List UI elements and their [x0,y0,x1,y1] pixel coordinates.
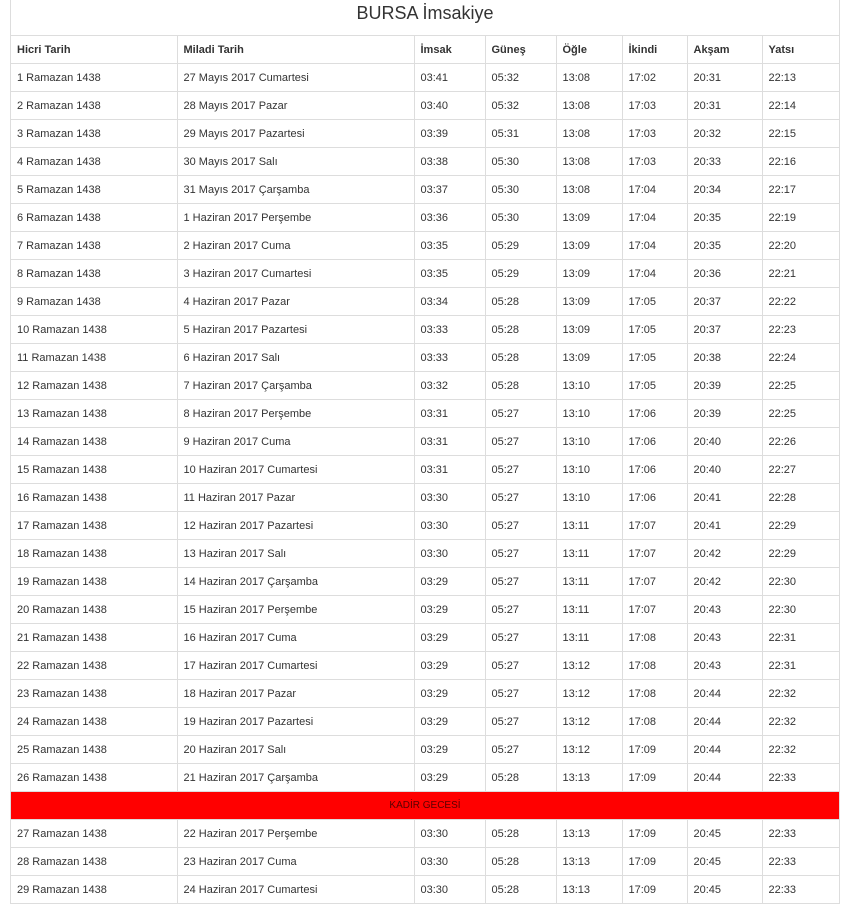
miladi-date: 22 Haziran 2017 Perşembe [177,820,414,848]
ikindi-time: 17:07 [622,540,687,568]
hicri-date: 9 Ramazan 1438 [11,288,177,316]
hicri-date: 17 Ramazan 1438 [11,512,177,540]
table-row [11,708,839,736]
yatsi-time: 22:28 [762,484,839,512]
miladi-date: 6 Haziran 2017 Salı [177,344,414,372]
imsak-time: 03:29 [414,764,485,792]
column-header-gunes: Güneş [485,36,556,64]
hicri-date: 2 Ramazan 1438 [11,92,177,120]
ikindi-time: 17:04 [622,204,687,232]
aksam-time: 20:32 [687,120,762,148]
ikindi-time: 17:09 [622,764,687,792]
hicri-date: 13 Ramazan 1438 [11,400,177,428]
yatsi-time: 22:33 [762,764,839,792]
aksam-time: 20:34 [687,176,762,204]
gunes-time: 05:28 [485,316,556,344]
table-row [11,764,839,792]
yatsi-time: 22:32 [762,708,839,736]
table-row [11,204,839,232]
ogle-time: 13:13 [556,848,622,876]
table-row [11,736,839,764]
ogle-time: 13:09 [556,232,622,260]
ogle-time: 13:11 [556,512,622,540]
miladi-date: 27 Mayıs 2017 Cumartesi [177,64,414,92]
miladi-date: 23 Haziran 2017 Cuma [177,848,414,876]
ogle-time: 13:09 [556,316,622,344]
imsak-time: 03:30 [414,820,485,848]
miladi-date: 24 Haziran 2017 Cumartesi [177,876,414,904]
hicri-date: 8 Ramazan 1438 [11,260,177,288]
miladi-date: 18 Haziran 2017 Pazar [177,680,414,708]
gunes-time: 05:31 [485,120,556,148]
imsakiye-panel [10,0,840,904]
table-row [11,596,839,624]
table-row [11,484,839,512]
imsak-time: 03:30 [414,848,485,876]
hicri-date: 21 Ramazan 1438 [11,624,177,652]
aksam-time: 20:40 [687,428,762,456]
ikindi-time: 17:03 [622,148,687,176]
yatsi-time: 22:30 [762,568,839,596]
gunes-time: 05:27 [485,652,556,680]
table-row [11,540,839,568]
yatsi-time: 22:13 [762,64,839,92]
table-row [11,512,839,540]
column-header-imsak: İmsak [414,36,485,64]
gunes-time: 05:27 [485,680,556,708]
yatsi-time: 22:19 [762,204,839,232]
gunes-time: 05:30 [485,148,556,176]
hicri-date: 25 Ramazan 1438 [11,736,177,764]
yatsi-time: 22:26 [762,428,839,456]
table-row [11,848,839,876]
table-row [11,372,839,400]
ogle-time: 13:08 [556,92,622,120]
gunes-time: 05:28 [485,372,556,400]
hicri-date: 15 Ramazan 1438 [11,456,177,484]
hicri-date: 5 Ramazan 1438 [11,176,177,204]
imsak-time: 03:29 [414,624,485,652]
gunes-time: 05:27 [485,708,556,736]
ogle-time: 13:09 [556,204,622,232]
table-row [11,120,839,148]
miladi-date: 20 Haziran 2017 Salı [177,736,414,764]
hicri-date: 4 Ramazan 1438 [11,148,177,176]
hicri-date: 16 Ramazan 1438 [11,484,177,512]
column-header-ikindi: İkindi [622,36,687,64]
ikindi-time: 17:06 [622,456,687,484]
column-header-yatsi: Yatsı [762,36,839,64]
aksam-time: 20:39 [687,400,762,428]
table-row [11,288,839,316]
gunes-time: 05:29 [485,260,556,288]
ikindi-time: 17:08 [622,624,687,652]
miladi-date: 15 Haziran 2017 Perşembe [177,596,414,624]
hicri-date: 18 Ramazan 1438 [11,540,177,568]
ogle-time: 13:12 [556,736,622,764]
hicri-date: 1 Ramazan 1438 [11,64,177,92]
imsak-time: 03:29 [414,736,485,764]
ogle-time: 13:09 [556,344,622,372]
ogle-time: 13:08 [556,64,622,92]
ikindi-time: 17:09 [622,736,687,764]
aksam-time: 20:35 [687,232,762,260]
gunes-time: 05:28 [485,848,556,876]
imsak-time: 03:31 [414,428,485,456]
aksam-time: 20:33 [687,148,762,176]
yatsi-time: 22:24 [762,344,839,372]
aksam-time: 20:42 [687,568,762,596]
yatsi-time: 22:29 [762,512,839,540]
hicri-date: 20 Ramazan 1438 [11,596,177,624]
miladi-date: 5 Haziran 2017 Pazartesi [177,316,414,344]
ogle-time: 13:10 [556,484,622,512]
hicri-date: 29 Ramazan 1438 [11,876,177,904]
yatsi-time: 22:32 [762,680,839,708]
ogle-time: 13:13 [556,820,622,848]
aksam-time: 20:31 [687,64,762,92]
gunes-time: 05:28 [485,344,556,372]
column-header-miladi: Miladi Tarih [177,36,414,64]
ikindi-time: 17:09 [622,820,687,848]
gunes-time: 05:27 [485,736,556,764]
kadir-gecesi-label: KADİR GECESİ [11,792,839,820]
gunes-time: 05:27 [485,596,556,624]
miladi-date: 13 Haziran 2017 Salı [177,540,414,568]
gunes-time: 05:30 [485,204,556,232]
gunes-time: 05:28 [485,820,556,848]
ogle-time: 13:10 [556,400,622,428]
aksam-time: 20:40 [687,456,762,484]
table-row [11,400,839,428]
ikindi-time: 17:04 [622,232,687,260]
imsak-time: 03:38 [414,148,485,176]
imsak-time: 03:30 [414,484,485,512]
table-row [11,260,839,288]
aksam-time: 20:41 [687,484,762,512]
aksam-time: 20:45 [687,848,762,876]
ikindi-time: 17:02 [622,64,687,92]
column-header-ogle: Öğle [556,36,622,64]
ogle-time: 13:13 [556,876,622,904]
imsak-time: 03:33 [414,344,485,372]
yatsi-time: 22:33 [762,820,839,848]
hicri-date: 27 Ramazan 1438 [11,820,177,848]
hicri-date: 28 Ramazan 1438 [11,848,177,876]
miladi-date: 30 Mayıs 2017 Salı [177,148,414,176]
yatsi-time: 22:33 [762,848,839,876]
table-row [11,820,839,848]
imsak-time: 03:36 [414,204,485,232]
column-header-aksam: Akşam [687,36,762,64]
miladi-date: 17 Haziran 2017 Cumartesi [177,652,414,680]
imsak-time: 03:34 [414,288,485,316]
hicri-date: 11 Ramazan 1438 [11,344,177,372]
gunes-time: 05:28 [485,876,556,904]
miladi-date: 8 Haziran 2017 Perşembe [177,400,414,428]
imsak-time: 03:39 [414,120,485,148]
miladi-date: 28 Mayıs 2017 Pazar [177,92,414,120]
imsak-time: 03:40 [414,92,485,120]
ogle-time: 13:12 [556,708,622,736]
imsak-time: 03:29 [414,652,485,680]
hicri-date: 19 Ramazan 1438 [11,568,177,596]
ikindi-time: 17:05 [622,288,687,316]
yatsi-time: 22:31 [762,652,839,680]
ikindi-time: 17:05 [622,344,687,372]
miladi-date: 7 Haziran 2017 Çarşamba [177,372,414,400]
table-row [11,232,839,260]
yatsi-time: 22:16 [762,148,839,176]
hicri-date: 14 Ramazan 1438 [11,428,177,456]
yatsi-time: 22:33 [762,876,839,904]
ogle-time: 13:10 [556,456,622,484]
ikindi-time: 17:08 [622,652,687,680]
ikindi-time: 17:07 [622,568,687,596]
aksam-time: 20:38 [687,344,762,372]
ogle-time: 13:09 [556,260,622,288]
miladi-date: 29 Mayıs 2017 Pazartesi [177,120,414,148]
table-row [11,64,839,92]
hicri-date: 10 Ramazan 1438 [11,316,177,344]
ogle-time: 13:11 [556,540,622,568]
table-body [11,64,839,904]
table-row [11,176,839,204]
aksam-time: 20:39 [687,372,762,400]
aksam-time: 20:37 [687,288,762,316]
hicri-date: 23 Ramazan 1438 [11,680,177,708]
ikindi-time: 17:07 [622,596,687,624]
aksam-time: 20:41 [687,512,762,540]
miladi-date: 11 Haziran 2017 Pazar [177,484,414,512]
yatsi-time: 22:30 [762,596,839,624]
hicri-date: 3 Ramazan 1438 [11,120,177,148]
ogle-time: 13:12 [556,680,622,708]
ikindi-time: 17:04 [622,260,687,288]
aksam-time: 20:43 [687,652,762,680]
imsak-time: 03:33 [414,316,485,344]
hicri-date: 22 Ramazan 1438 [11,652,177,680]
gunes-time: 05:27 [485,568,556,596]
imsak-time: 03:30 [414,876,485,904]
imsak-time: 03:37 [414,176,485,204]
kadir-gecesi-row [11,792,839,820]
yatsi-time: 22:21 [762,260,839,288]
table-header-row [11,36,839,64]
ikindi-time: 17:06 [622,400,687,428]
yatsi-time: 22:29 [762,540,839,568]
ikindi-time: 17:03 [622,92,687,120]
yatsi-time: 22:32 [762,736,839,764]
miladi-date: 16 Haziran 2017 Cuma [177,624,414,652]
aksam-time: 20:44 [687,708,762,736]
yatsi-time: 22:14 [762,92,839,120]
gunes-time: 05:32 [485,64,556,92]
miladi-date: 2 Haziran 2017 Cuma [177,232,414,260]
yatsi-time: 22:17 [762,176,839,204]
column-header-hicri: Hicri Tarih [11,36,177,64]
ikindi-time: 17:06 [622,484,687,512]
yatsi-time: 22:15 [762,120,839,148]
aksam-time: 20:43 [687,624,762,652]
table-row [11,148,839,176]
ogle-time: 13:13 [556,764,622,792]
ogle-time: 13:10 [556,372,622,400]
table-row [11,652,839,680]
miladi-date: 21 Haziran 2017 Çarşamba [177,764,414,792]
miladi-date: 31 Mayıs 2017 Çarşamba [177,176,414,204]
ogle-time: 13:12 [556,652,622,680]
yatsi-time: 22:31 [762,624,839,652]
table-row [11,568,839,596]
ogle-time: 13:11 [556,568,622,596]
miladi-date: 9 Haziran 2017 Cuma [177,428,414,456]
gunes-time: 05:30 [485,176,556,204]
imsak-time: 03:31 [414,456,485,484]
miladi-date: 19 Haziran 2017 Pazartesi [177,708,414,736]
gunes-time: 05:27 [485,456,556,484]
yatsi-time: 22:27 [762,456,839,484]
ikindi-time: 17:09 [622,876,687,904]
ikindi-time: 17:05 [622,372,687,400]
ikindi-time: 17:08 [622,708,687,736]
prayer-times-table [11,36,839,904]
aksam-time: 20:43 [687,596,762,624]
table-row [11,316,839,344]
gunes-time: 05:28 [485,288,556,316]
imsak-time: 03:31 [414,400,485,428]
ogle-time: 13:11 [556,624,622,652]
ogle-time: 13:08 [556,176,622,204]
table-row [11,680,839,708]
hicri-date: 6 Ramazan 1438 [11,204,177,232]
imsak-time: 03:35 [414,232,485,260]
aksam-time: 20:42 [687,540,762,568]
ikindi-time: 17:03 [622,120,687,148]
aksam-time: 20:35 [687,204,762,232]
gunes-time: 05:27 [485,624,556,652]
miladi-date: 14 Haziran 2017 Çarşamba [177,568,414,596]
gunes-time: 05:27 [485,428,556,456]
ikindi-time: 17:08 [622,680,687,708]
miladi-date: 4 Haziran 2017 Pazar [177,288,414,316]
aksam-time: 20:44 [687,736,762,764]
gunes-time: 05:27 [485,400,556,428]
imsak-time: 03:35 [414,260,485,288]
hicri-date: 12 Ramazan 1438 [11,372,177,400]
table-row [11,344,839,372]
ikindi-time: 17:05 [622,316,687,344]
imsak-time: 03:29 [414,680,485,708]
imsak-time: 03:29 [414,708,485,736]
miladi-date: 10 Haziran 2017 Cumartesi [177,456,414,484]
aksam-time: 20:36 [687,260,762,288]
imsak-time: 03:32 [414,372,485,400]
yatsi-time: 22:20 [762,232,839,260]
table-row [11,428,839,456]
ikindi-time: 17:06 [622,428,687,456]
ogle-time: 13:11 [556,596,622,624]
hicri-date: 26 Ramazan 1438 [11,764,177,792]
gunes-time: 05:27 [485,540,556,568]
gunes-time: 05:28 [485,764,556,792]
yatsi-time: 22:25 [762,372,839,400]
imsak-time: 03:30 [414,512,485,540]
imsak-time: 03:30 [414,540,485,568]
aksam-time: 20:31 [687,92,762,120]
imsak-time: 03:29 [414,568,485,596]
yatsi-time: 22:25 [762,400,839,428]
imsak-time: 03:41 [414,64,485,92]
gunes-time: 05:32 [485,92,556,120]
aksam-time: 20:45 [687,876,762,904]
ikindi-time: 17:04 [622,176,687,204]
ikindi-time: 17:07 [622,512,687,540]
miladi-date: 3 Haziran 2017 Cumartesi [177,260,414,288]
ogle-time: 13:08 [556,120,622,148]
page-title: BURSA İmsakiye [11,0,839,36]
aksam-time: 20:45 [687,820,762,848]
table-row [11,876,839,904]
ogle-time: 13:09 [556,288,622,316]
yatsi-time: 22:23 [762,316,839,344]
ikindi-time: 17:09 [622,848,687,876]
table-row [11,92,839,120]
hicri-date: 24 Ramazan 1438 [11,708,177,736]
yatsi-time: 22:22 [762,288,839,316]
aksam-time: 20:44 [687,680,762,708]
miladi-date: 12 Haziran 2017 Pazartesi [177,512,414,540]
table-row [11,624,839,652]
imsak-time: 03:29 [414,596,485,624]
table-row [11,456,839,484]
ogle-time: 13:10 [556,428,622,456]
gunes-time: 05:27 [485,484,556,512]
miladi-date: 1 Haziran 2017 Perşembe [177,204,414,232]
hicri-date: 7 Ramazan 1438 [11,232,177,260]
aksam-time: 20:37 [687,316,762,344]
aksam-time: 20:44 [687,764,762,792]
ogle-time: 13:08 [556,148,622,176]
gunes-time: 05:27 [485,512,556,540]
gunes-time: 05:29 [485,232,556,260]
